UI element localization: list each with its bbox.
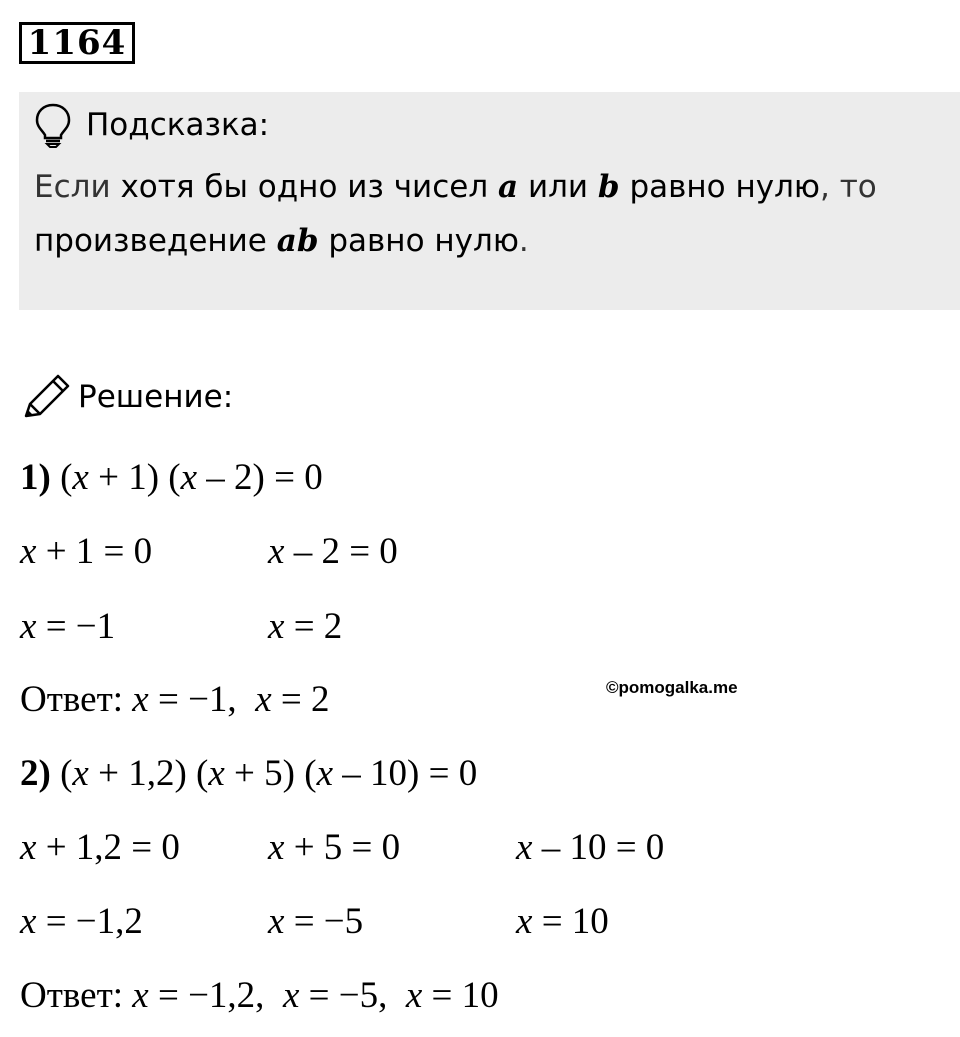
answer-value: x = −1,2, x = −5, x = 10: [132, 975, 499, 1016]
part2-equation: [20, 752, 477, 796]
hint-var-ab: ab: [276, 223, 319, 259]
part2-equation-text: (x + 1,2) (x + 5) (x – 10) = 0: [50, 753, 478, 794]
hint-text-segment: хотя бы одно из чисел: [120, 169, 498, 205]
hint-text-segment: , то: [820, 169, 877, 205]
hint-text-segment: произведение: [34, 223, 277, 259]
part1-label: 1): [20, 457, 51, 498]
hint-text-segment: или: [518, 169, 598, 205]
part1-equation-text: (x + 1) (x – 2) = 0: [50, 457, 323, 498]
part2-answer: [20, 974, 499, 1018]
solution-title: [20, 372, 233, 422]
part2-factor2-equation: x + 5 = 0: [268, 827, 401, 868]
hint-text-segment: равно нулю: [619, 169, 821, 205]
pencil-icon: [20, 372, 72, 422]
task-number: 1164: [19, 22, 135, 64]
hint-line-2: [34, 214, 950, 268]
part2-factor3-solution: x = 10: [516, 901, 609, 942]
part2-factor3-equation: x – 10 = 0: [516, 827, 665, 868]
hint-line-1: [34, 160, 950, 214]
part1-factor2-equation: x – 2 = 0: [268, 531, 398, 572]
watermark: ©pomogalka.me: [606, 678, 738, 697]
hint-text: [34, 160, 950, 268]
hint-title-label: Подсказка:: [86, 107, 270, 143]
part1-equation: [20, 456, 323, 500]
answer-label: Ответ:: [20, 679, 133, 720]
lightbulb-icon: [34, 102, 72, 148]
hint-var-b: b: [597, 169, 620, 205]
answer-value: x = −1, x = 2: [132, 679, 330, 720]
part1-answer: [20, 678, 330, 722]
part1-factor1-equation: x + 1 = 0: [20, 531, 153, 572]
hint-text-segment: равно нулю: [318, 223, 519, 259]
part1-factor2-solution: x = 2: [268, 606, 343, 647]
part2-factor1-equation: x + 1,2 = 0: [20, 827, 180, 868]
solution-title-label: Решение:: [78, 379, 234, 415]
part2-label: 2): [20, 753, 51, 794]
hint-title: [34, 100, 269, 150]
hint-text-segment: .: [518, 223, 529, 259]
hint-var-a: a: [498, 169, 519, 205]
part2-factor1-solution: x = −1,2: [20, 901, 143, 942]
part1-factor1-solution: x = −1: [20, 606, 116, 647]
hint-text-segment: Если: [34, 169, 121, 205]
answer-label: Ответ:: [20, 975, 133, 1016]
part2-factor2-solution: x = −5: [268, 901, 364, 942]
